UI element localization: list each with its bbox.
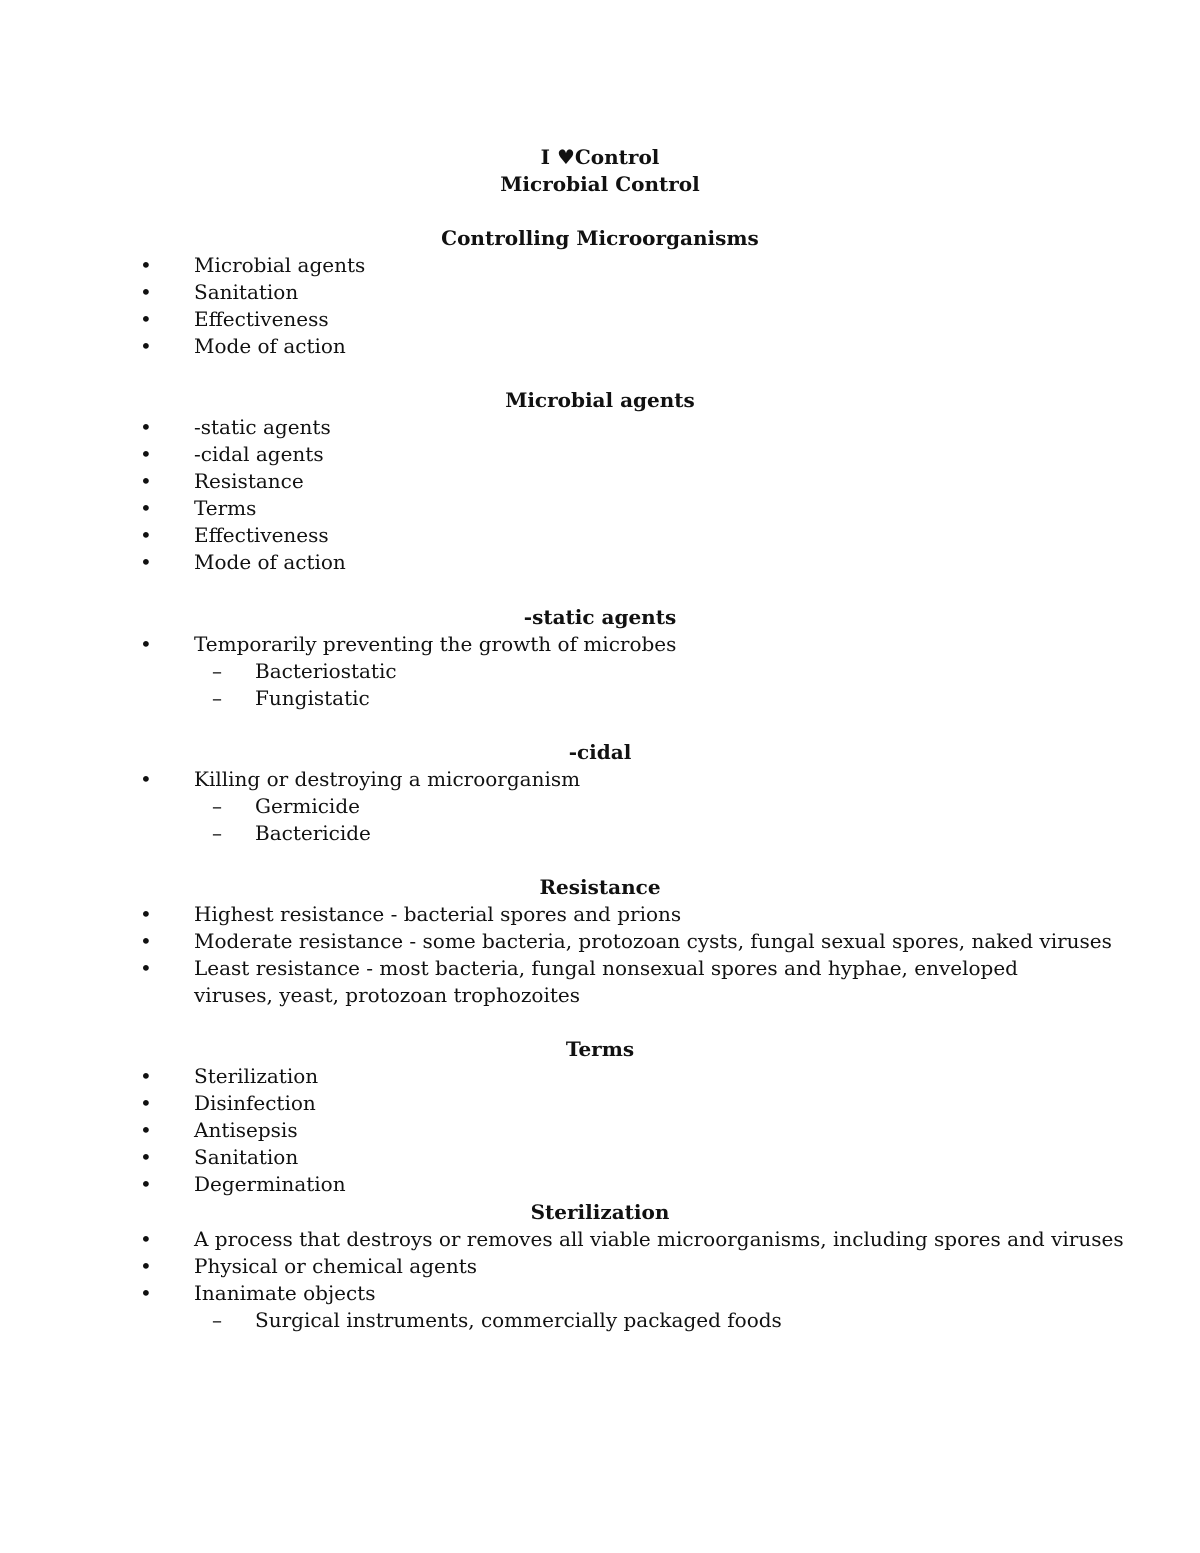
list-item [0, 495, 1200, 522]
bullet-icon: • [140, 1254, 152, 1278]
sub-list-item-text: Bactericide [255, 821, 371, 845]
section-heading: Resistance [539, 875, 661, 899]
sub-list-item [0, 658, 1200, 685]
sub-list-item [0, 685, 1200, 712]
section-heading: Microbial agents [505, 388, 695, 412]
list-item [0, 766, 1200, 793]
list-item-text: Least resistance - most bacteria, fungal nonsexual spores and hyphae, enveloped viruses, yeast, protozoan trophozoites [194, 956, 1018, 1007]
title-line-2: Microbial Control [500, 172, 700, 196]
list-item-text: A process that destroys or removes all viable microorganisms, including spores and viruses [194, 1227, 1124, 1251]
title-line-1 [0, 144, 1200, 171]
bullet-icon: • [140, 1091, 152, 1115]
list-item-text: Degermination [194, 1172, 346, 1196]
bullet-icon: • [140, 902, 152, 926]
list-item [0, 1253, 1200, 1280]
dash-icon: – [212, 1308, 222, 1332]
sub-list-item-text: Surgical instruments, commercially packaged foods [255, 1308, 782, 1332]
list-item-text: Inanimate objects [194, 1281, 376, 1305]
bullet-icon: • [140, 442, 152, 466]
bullet-icon: • [140, 929, 152, 953]
bullet-icon: • [140, 767, 152, 791]
section-resistance [0, 874, 1200, 1009]
list-item [0, 901, 1200, 928]
list-item-text: Effectiveness [194, 523, 329, 547]
bullet-icon: • [140, 280, 152, 304]
bullet-icon: • [140, 307, 152, 331]
list-item-text: Sterilization [194, 1064, 319, 1088]
section-sterilization [0, 1199, 1200, 1334]
list-item-text: Temporarily preventing the growth of microbes [194, 632, 677, 656]
sub-list-item [0, 820, 1200, 847]
list-item [0, 955, 1200, 1009]
list-item-text: Terms [194, 496, 257, 520]
list-item-text: -static agents [194, 415, 331, 439]
section-heading: Terms [565, 1037, 635, 1061]
list-item-text: Sanitation [194, 280, 299, 304]
list-item [0, 414, 1200, 441]
sub-list-item-text: Bacteriostatic [255, 659, 397, 683]
list-item [0, 1226, 1200, 1253]
list-item [0, 441, 1200, 468]
list-item [0, 252, 1200, 279]
title-suffix: Control [574, 145, 660, 169]
dash-icon: – [212, 821, 222, 845]
list-item [0, 279, 1200, 306]
list-item [0, 1171, 1200, 1198]
list-item-text: Resistance [194, 469, 304, 493]
title-prefix: I [540, 145, 557, 169]
sub-list-item-text: Germicide [255, 794, 360, 818]
bullet-icon: • [140, 1281, 152, 1305]
list-item [0, 1144, 1200, 1171]
list-item-text: -cidal agents [194, 442, 324, 466]
list-item-text: Highest resistance - bacterial spores and prions [194, 902, 682, 926]
list-item [0, 631, 1200, 658]
sub-list-item-text: Fungistatic [255, 686, 370, 710]
list-item [0, 1280, 1200, 1307]
bullet-icon: • [140, 469, 152, 493]
bullet-icon: • [140, 496, 152, 520]
bullet-icon: • [140, 334, 152, 358]
list-item-text: Antisepsis [194, 1118, 298, 1142]
section-heading: Sterilization [530, 1200, 670, 1224]
list-item [0, 468, 1200, 495]
list-item-text: Mode of action [194, 334, 346, 358]
bullet-icon: • [140, 253, 152, 277]
dash-icon: – [212, 686, 222, 710]
list-item-text: Microbial agents [194, 253, 366, 277]
bullet-icon: • [140, 415, 152, 439]
list-item [0, 1090, 1200, 1117]
section-heading: -cidal [568, 740, 632, 764]
bullet-icon: • [140, 1172, 152, 1196]
bullet-icon: • [140, 1064, 152, 1088]
list-item-text: Killing or destroying a microorganism [194, 767, 581, 791]
section-microbial-agents [0, 387, 1200, 576]
list-item-text: Mode of action [194, 550, 346, 574]
list-item [0, 333, 1200, 360]
section-static-agents [0, 604, 1200, 712]
bullet-icon: • [140, 956, 152, 980]
dash-icon: – [212, 659, 222, 683]
list-item [0, 1117, 1200, 1144]
list-item-text: Effectiveness [194, 307, 329, 331]
bullet-icon: • [140, 550, 152, 574]
bullet-icon: • [140, 1118, 152, 1142]
list-item-text: Moderate resistance - some bacteria, protozoan cysts, fungal sexual spores, naked viruses [194, 929, 1112, 953]
dash-icon: – [212, 794, 222, 818]
bullet-icon: • [140, 1145, 152, 1169]
section-terms [0, 1036, 1200, 1198]
bullet-icon: • [140, 523, 152, 547]
list-item [0, 1063, 1200, 1090]
sub-list-item [0, 1307, 1200, 1334]
section-heading: Controlling Microorganisms [441, 226, 759, 250]
list-item [0, 928, 1200, 955]
section-cidal [0, 739, 1200, 847]
section-heading: -static agents [523, 605, 677, 629]
sub-list-item [0, 793, 1200, 820]
list-item-text: Physical or chemical agents [194, 1254, 478, 1278]
bullet-icon: • [140, 632, 152, 656]
list-item [0, 549, 1200, 576]
list-item-text: Disinfection [194, 1091, 316, 1115]
bullet-icon: • [140, 1227, 152, 1251]
list-item [0, 306, 1200, 333]
heart-icon: ♥ [556, 145, 575, 169]
document-title [0, 144, 1200, 198]
list-item-text: Sanitation [194, 1145, 299, 1169]
list-item [0, 522, 1200, 549]
section-controlling [0, 225, 1200, 360]
